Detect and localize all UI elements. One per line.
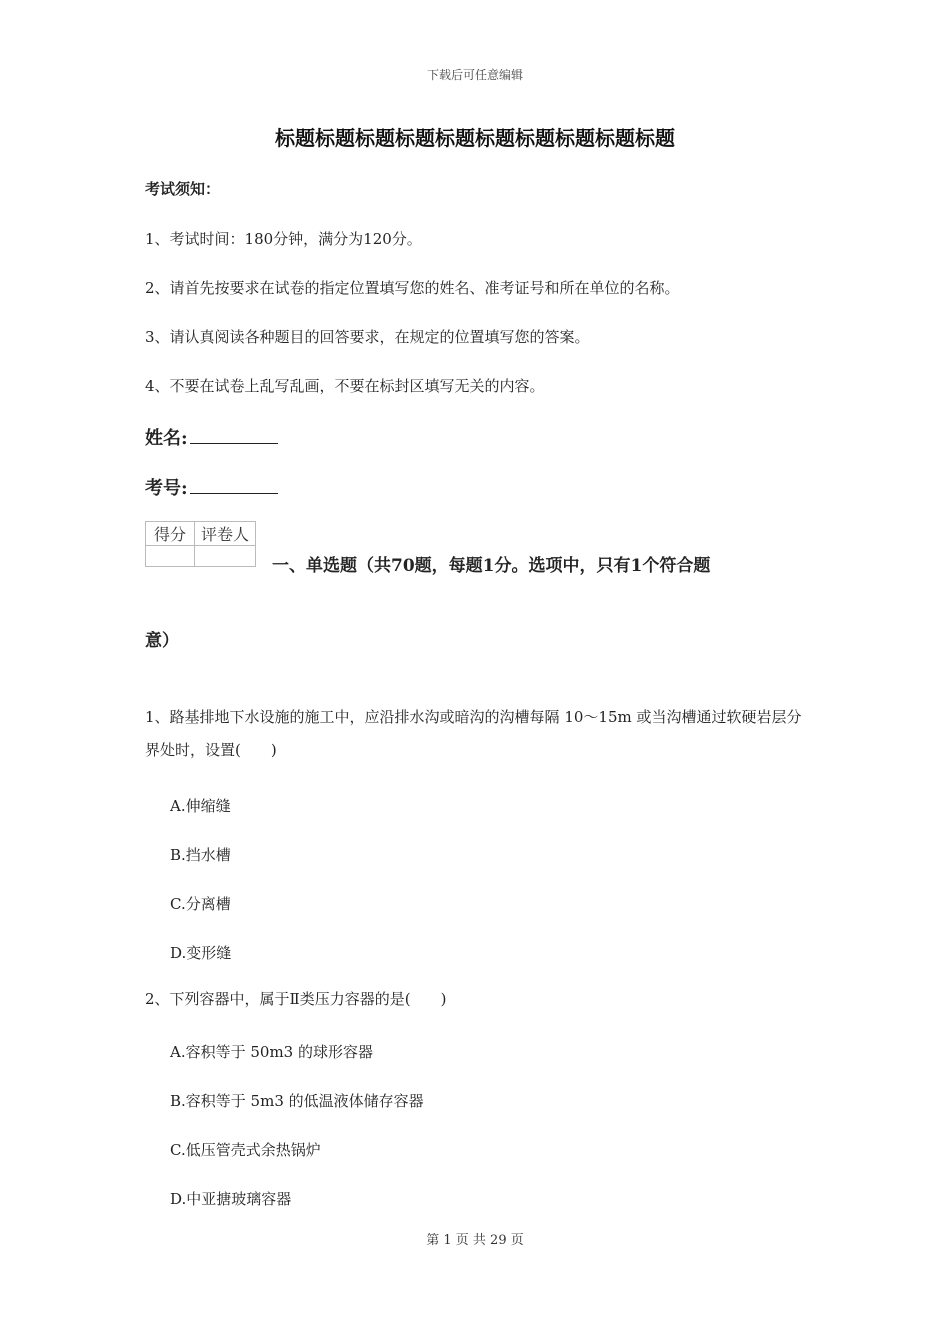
document-title: 标题标题标题标题标题标题标题标题标题标题 (275, 126, 675, 150)
notice-heading: 考试须知： (145, 180, 221, 198)
score-table (145, 521, 256, 567)
question-option: B.挡水槽 (170, 846, 231, 864)
grader-cell[interactable] (195, 546, 256, 567)
score-header: 得分 (146, 522, 195, 546)
notice-rule: 3、请认真阅读各种题目的回答要求，在规定的位置填写您的答案。 (145, 328, 590, 346)
section-title-continued: 意） (145, 631, 179, 651)
notice-rule: 2、请首先按要求在试卷的指定位置填写您的姓名、准考证号和所在单位的名称。 (145, 279, 680, 297)
question-option: C.分离槽 (170, 895, 231, 913)
exam-id-field (145, 474, 278, 500)
notice-rule: 1、考试时间：180分钟，满分为120分。 (145, 230, 422, 248)
section-title: 一、单选题（共70题，每题1分。选项中，只有1个符合题 (272, 556, 711, 576)
question-option: A.容积等于 50m3 的球形容器 (170, 1043, 373, 1061)
question-option: D.中亚搪玻璃容器 (170, 1190, 292, 1208)
grader-header: 评卷人 (195, 522, 256, 546)
name-label: 姓名: (145, 428, 188, 449)
notice-rule: 4、不要在试卷上乱写乱画，不要在标封区填写无关的内容。 (145, 377, 545, 395)
name-blank[interactable] (190, 425, 278, 444)
question-option: B.容积等于 5m3 的低温液体储存容器 (170, 1092, 424, 1110)
score-cell[interactable] (146, 546, 195, 567)
question-option: C.低压管壳式余热锅炉 (170, 1141, 321, 1159)
header-note: 下载后可任意编辑 (426, 68, 523, 82)
question-2: 2、下列容器中，属于Ⅱ类压力容器的是( ) (145, 990, 447, 1008)
name-field (145, 424, 278, 450)
page-footer: 第 1 页 共 29 页 (426, 1233, 524, 1248)
question-option: A.伸缩缝 (170, 797, 231, 815)
question-option: D.变形缝 (170, 944, 232, 962)
exam-id-blank[interactable] (190, 475, 278, 494)
question-1: 1、路基排地下水设施的施工中，应沿排水沟或暗沟的沟槽每隔 10～15m 或当沟槽通过软硬岩层分界处时，设置( ) (145, 708, 802, 759)
exam-id-label: 考号: (145, 478, 188, 499)
